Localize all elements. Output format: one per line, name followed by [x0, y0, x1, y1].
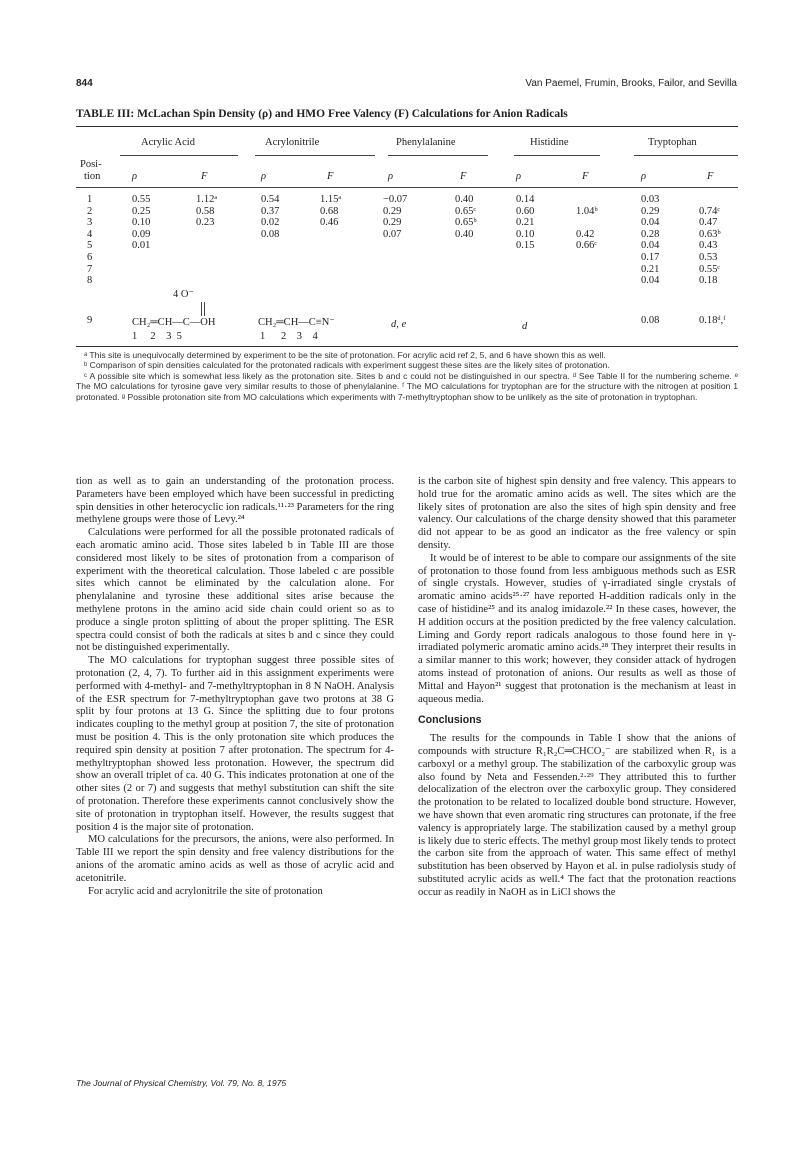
acrylic-struct-numbers: 1 2 3 5: [132, 331, 182, 342]
table-cell: 0.29: [383, 217, 402, 229]
position-cell: 2: [87, 205, 93, 217]
paragraph: The MO calculations for tryptophan suggest three possible sites of protonation (2, 4, 7). To further aid in this assignment experiments were performed with 4-methyl- and 7-methyltryptophan in 8 N NaOH. Analysis of the ESR spectrum for 7-methyltryptophan gave two protons at 38 G split by four protons at 13 G. Since the splitting due to four protons indicates coupling to the methyl group at position 7, the site of protonation must be position 4. This is the only protonation site which produces the required spin density at position 7 after protonation. The spectrum for 4-methyltryptophan showed less protonation. However, the spectrum did show an overall triplet of ca. 40 G. This indicates protonation at one of the other sites (2 or 7) and suggests that methyl substitution can shift the site of protonation. Therefore these experiments cannot conclusively show the site of protonation in tryptophan itself. However, the results suggest that position 4 is the major site of protonation.: [76, 655, 394, 833]
table-cell: 0.65ᵇ: [455, 217, 477, 229]
table-cell: 0.10: [132, 217, 151, 229]
table-cell: 0.15: [516, 240, 535, 252]
table-cell: 0.08: [641, 315, 660, 326]
table-cell: 0.40: [455, 194, 474, 205]
table-cell: 0.08: [261, 228, 280, 240]
subheader-rho: ρ: [516, 171, 522, 182]
subheader-F: F: [327, 171, 334, 182]
position-cell: 1: [87, 194, 93, 205]
table-cell: 0.29: [641, 205, 660, 217]
position-cell: 5: [87, 240, 93, 252]
table-cell: 0.55ᶜ: [699, 263, 721, 275]
subheader-rho: ρ: [132, 171, 138, 182]
table-cell: 1.12ᵃ: [196, 194, 218, 205]
table-cell: 0.40: [455, 228, 474, 240]
position-label: tion: [84, 171, 101, 182]
table-cell: 0.18: [699, 275, 718, 287]
table-cell: 0.42: [576, 228, 595, 240]
table-cell: 0.55: [132, 194, 151, 205]
table-cell: 0.04: [641, 240, 660, 252]
table-cell: 0.74ᶜ: [699, 205, 721, 217]
table-title: TABLE III: McLachan Spin Density (ρ) and HMO Free Valency (F) Calculations for Anion Radicals: [76, 108, 568, 120]
table-cell: 0.63ᵇ: [699, 228, 721, 240]
table-cell: 0.58: [196, 205, 215, 217]
position-cell: 7: [87, 263, 93, 275]
subheader-F: F: [201, 171, 208, 182]
position-cell: 8: [87, 275, 93, 287]
page-number: 844: [76, 78, 93, 89]
table-cell: −0.07: [383, 194, 408, 205]
subheader-rho: ρ: [261, 171, 267, 182]
table-cell: 0.03: [641, 194, 660, 205]
position-cell: 3: [87, 217, 93, 229]
table-cell: 0.28: [641, 228, 660, 240]
subheader-rho: ρ: [641, 171, 647, 182]
table-cell: 0.47: [699, 217, 718, 229]
group-rule: [388, 155, 488, 156]
table-top-rule: [76, 126, 738, 127]
group-rule: [120, 155, 238, 156]
acrylonitrile-struct-numbers: 1 2 3 4: [260, 331, 318, 342]
table-cell: 0.17: [641, 252, 660, 263]
group-rule: [514, 155, 600, 156]
group-tryptophan: Tryptophan: [648, 137, 697, 148]
table-cell: 0.60: [516, 205, 535, 217]
table-cell: 0.43: [699, 240, 718, 252]
section-heading-conclusions: Conclusions: [418, 714, 482, 727]
left-column: [76, 476, 394, 898]
position-cell: 4: [87, 228, 93, 240]
paragraph: is the carbon site of highest spin density and free valency. This appears to hold true for the aromatic amino acids as well. The sites which are the likely sites of protonation are also the sites of high spin density and free valency. Our calculations of the charge density showed that this parameter did not appear to be as good an indicator as the free valency or spin density.: [418, 476, 736, 551]
paragraph: Calculations were performed for all the possible protonated radicals of each aromatic amino acid. Those sites labeled b in Table III are those considered most likely to be sites of protonation from a comparison of experiment with the theoretical calculation. Those labeled c are possible sites which cannot be eliminated by the calculation alone. For phenylalanine and tyrosine these additional sites arise because the methylene protons in the amino acid side chain could orient so as to produce a single proton splitting of about the proper splitting. The ESR spectra could consist of both the radicals at sites b and c since they could not be distinguished experimentally.: [76, 527, 394, 654]
table-cell: 0.02: [261, 217, 280, 229]
table-cell: 0.04: [641, 275, 660, 287]
phenylalanine-note: d, e: [391, 319, 407, 330]
table-cell: 0.25: [132, 205, 151, 217]
paragraph: The results for the compounds in Table I show that the anions of compounds with structure R₁R₂C═CHCO₂⁻ are stabilized when R₁ is a carboxyl or a methyl group. The stabilization of the carboxylic group was also found by Neta and Fessenden.²·²⁹ They attributed this to further delocalization of the electron over the carboxylic group. They considered the protonation to be related to localized double bond structure. However, we have shown that even aromatic ring structures can protonate, if the free valency is appropriately large. The stabilization caused by a methyl group is likely due to steric effects. The methyl group most likely tends to protect the carbon site from the approach of water. This same effect of methyl substitution has been observed by Hayon et al. in pulse radiolysis study of substituted acrylic acids as well.⁴ The fact that the protonation reactions occur as readily in NaOH as in LiCl shows the: [418, 733, 736, 898]
position-cell: 9: [87, 315, 93, 326]
acrylic-acid-structure: [128, 290, 248, 342]
paragraph: tion as well as to gain an understanding of the protonation process. Parameters have been employed which have been successful in predicting spin densities in other heterocyclic ion radicals.¹¹·²³ Parameters for the ring methylene groups were those of Levy.²⁴: [76, 476, 394, 526]
table-bottom-rule: [76, 346, 738, 347]
right-column: [418, 476, 736, 900]
table-cell: 1.04ᵇ: [576, 205, 598, 217]
table-cell: 0.53: [699, 252, 718, 263]
histidine-note: d: [522, 321, 528, 332]
table-cell: 0.21: [641, 263, 660, 275]
group-histidine: Histidine: [530, 137, 569, 148]
table-cell: 0.10: [516, 228, 535, 240]
group-rule: [634, 155, 738, 156]
table-header-rule: [76, 187, 738, 188]
journal-footer: The Journal of Physical Chemistry, Vol. 79, No. 8, 1975: [76, 1078, 287, 1088]
double-bond-icon: [200, 302, 206, 316]
table-cell: 0.54: [261, 194, 280, 205]
paragraph: For acrylic acid and acrylonitrile the site of protonation: [88, 885, 323, 897]
paragraph: MO calculations for the precursors, the anions, were also performed. In Table III we report the spin density and free valency distributions for the anions of the aromatic amino acids as well as those of acrylic acid and acetonitrile.: [76, 834, 394, 884]
subheader-F: F: [707, 171, 714, 182]
table-footnotes: [76, 350, 738, 402]
subheader-F: F: [460, 171, 467, 182]
table-cell: 0.46: [320, 217, 339, 229]
acrylic-struct-formula: CH₂═CH—C—OH: [132, 317, 216, 328]
group-rule: [255, 155, 375, 156]
group-phenylalanine: Phenylalanine: [396, 137, 456, 148]
table-cell: 1.15ᵃ: [320, 194, 342, 205]
table-cell: 0.21: [516, 217, 535, 229]
table-cell: 0.29: [383, 205, 402, 217]
group-acrylonitrile: Acrylonitrile: [265, 137, 320, 148]
table-cell: 0.18ᵈ,ᶠ: [699, 315, 726, 326]
position-label: Posi-: [80, 159, 102, 170]
acrylic-struct-top: 4 O⁻: [173, 289, 194, 300]
footnote: ᵃ This site is unequivocally determined by experiment to be the site of protonation. For acrylic acid ref 2, 5, and 6 have shown this as well.: [84, 350, 606, 360]
subheader-F: F: [582, 171, 589, 182]
position-cell: 6: [87, 252, 93, 263]
subheader-rho: ρ: [388, 171, 394, 182]
table-cell: 0.37: [261, 205, 280, 217]
acrylonitrile-structure: [258, 318, 378, 344]
group-acrylic-acid: Acrylic Acid: [141, 137, 195, 148]
footnote: ᵇ Comparison of spin densities calculated for the protonated radicals with experiment suggest these sites are the likely sites of protonation.: [84, 360, 610, 371]
acrylonitrile-struct-formula: CH₂═CH—C≡N⁻: [258, 317, 335, 328]
table-cell: 0.04: [641, 217, 660, 229]
table-cell: 0.07: [383, 228, 402, 240]
running-head-authors: Van Paemel, Frumin, Brooks, Failor, and Sevilla: [525, 78, 737, 89]
paragraph: It would be of interest to be able to compare our assignments of the site of protonation to those found from less ambiguous methods such as ESR of single crystals. However, studies of γ-irradiated single crystals of aromatic amino acids²⁵·²⁷ have reported H-addition radicals only in the case of histidine²⁵ and its analog imidazole.²² In these cases, however, the H addition occurs at the position predicted by the free valency calculation. Liming and Gordy report radicals analogous to those found here in γ-irradiated polymeric aromatic amino acids.²⁸ They interpret their results in a similar manner to this work; however, they consider attack of hydrogen atoms instead of protonation of anions. Our results as well as those of Mittal and Hayon²¹ suggest that protonation is the mechanism at least in aqueous media.: [418, 552, 736, 705]
table-cell: 0.23: [196, 217, 215, 229]
table-cell: 0.14: [516, 194, 535, 205]
table-cell: 0.01: [132, 240, 151, 252]
table-cell: 0.66ᶜ: [576, 240, 598, 252]
table-cell: 0.09: [132, 228, 151, 240]
table-cell: 0.68: [320, 205, 339, 217]
footnote: ᶜ A possible site which is somewhat less likely as the protonation site. Sites b and c could not be distinguished in our spectra. ᵈ See Table II for the numbering scheme. ᵉ The MO calculations for tyrosine gave very similar results to those of phenylalanine. ᶠ The MO calculations for tryptophan are for the structure with the nitrogen at position 1 protonated. ᵍ Possible protonation site from MO calculations which experiments with 7-methyltryptophan show to be unlikely as the site of protonation in tryptophan.: [76, 370, 738, 402]
table-cell: 0.65ᶜ: [455, 205, 477, 217]
